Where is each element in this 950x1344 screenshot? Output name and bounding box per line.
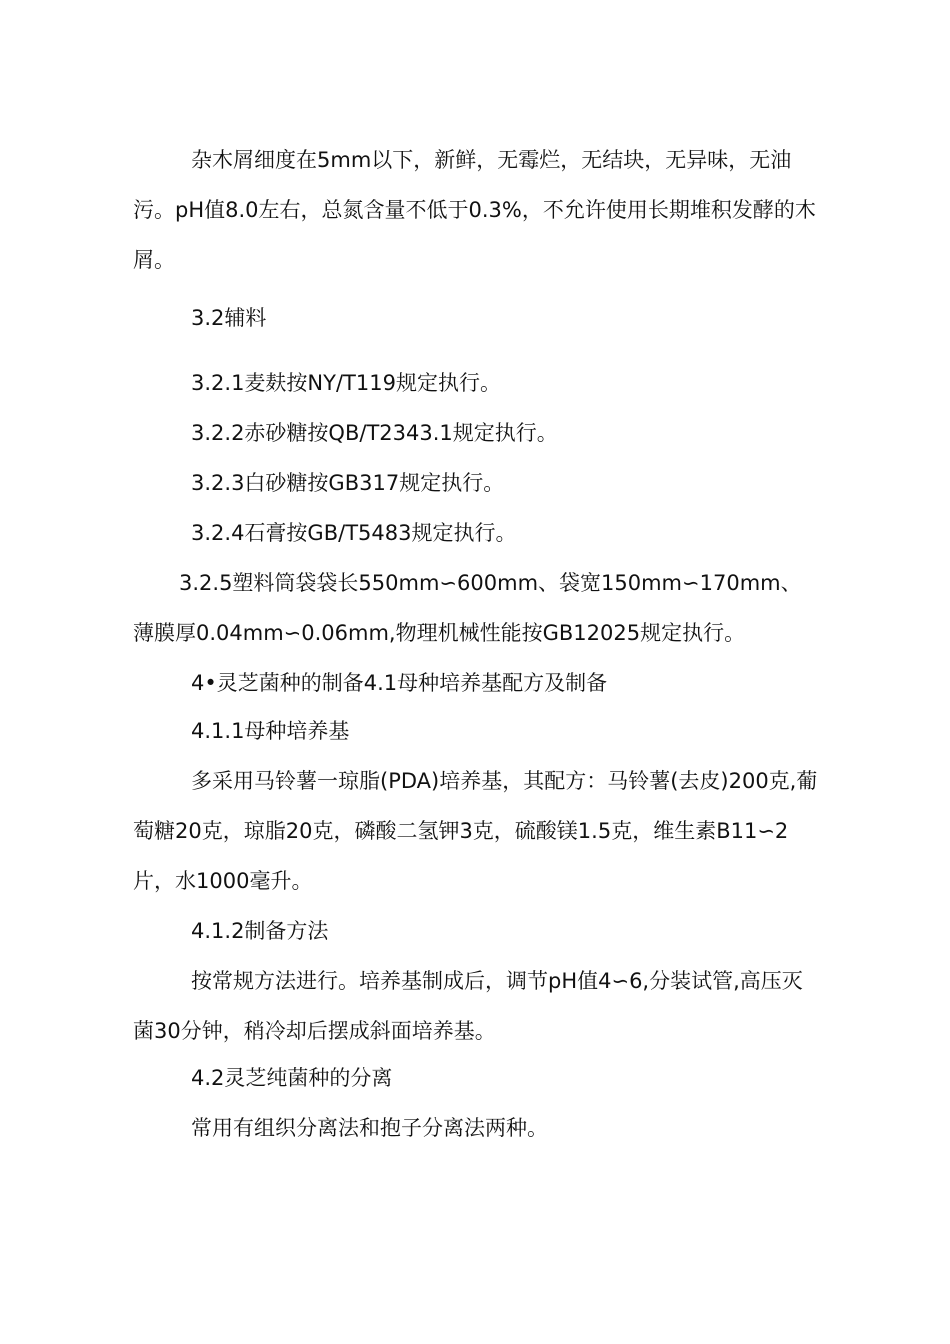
paragraph-3-2-1: 3.2.1麦麸按NY/T119规定执行。 <box>191 371 501 395</box>
paragraph-3-2-4: 3.2.4石膏按GB/T5483规定执行。 <box>191 521 517 545</box>
paragraph-3-2-5: 3.2.5塑料筒袋袋长550mm∽600mm、袋宽150mm∽170mm、薄膜厚0.04mm∽0.06mm,物理机械性能按GB12025规定执行。 <box>133 571 802 645</box>
paragraph-3-2-2: 3.2.2赤砂糖按QB/T2343.1规定执行。 <box>191 421 558 445</box>
paragraph-isolation-methods: 常用有组织分离法和抱子分离法两种。 <box>191 1116 548 1140</box>
heading-4-1: 4•灵芝菌种的制备4.1母种培养基配方及制备 <box>191 671 608 695</box>
heading-4-1-1: 4.1.1母种培养基 <box>191 719 350 743</box>
paragraph-pda-recipe: 多采用马铃薯一琼脂(PDA)培养基，其配方：马铃薯(去皮)200克,葡萄糖20克，琼脂20克，磷酸二氢钾3克，硫酸镁1.5克，维生素B11∽2片，水1000毫升。 <box>133 769 818 893</box>
paragraph-3-2-3: 3.2.3白砂糖按GB317规定执行。 <box>191 471 505 495</box>
heading-4-1-2: 4.1.2制备方法 <box>191 919 329 943</box>
heading-4-2: 4.2灵芝纯菌种的分离 <box>191 1066 393 1090</box>
paragraph-prep-method: 按常规方法进行。培养基制成后，调节pH值4∽6,分装试管,高压灭菌30分钟，稍冷却后摆成斜面培养基。 <box>133 969 803 1043</box>
heading-3-2: 3.2辅料 <box>191 306 267 330</box>
paragraph-sawdust-spec: 杂木屑细度在5mm以下，新鲜，无霉烂，无结块，无异味，无油污。pH值8.0左右，总氮含量不低于0.3%，不允许使用长期堆积发酵的木屑。 <box>133 148 816 272</box>
